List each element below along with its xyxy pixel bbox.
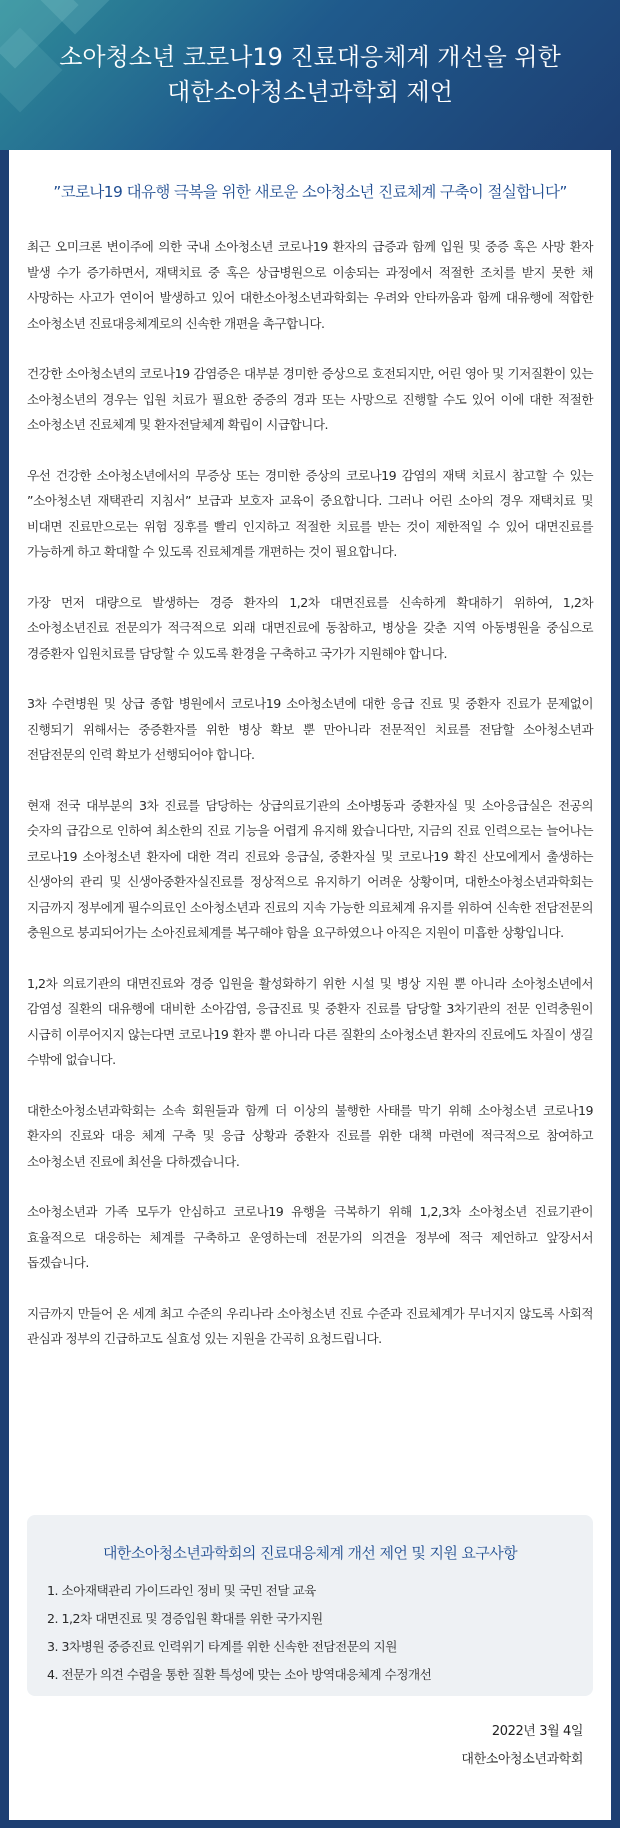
list-item: 1. 소아재택관리 가이드라인 정비 및 국민 전달 교육: [47, 1583, 316, 1598]
paragraph: 지금까지 만들어 온 세계 최고 수준의 우리나라 소아청소년 진료 수준과 진료체계가 무너지지 않도록 사회적 관심과 정부의 긴급하고도 실효성 있는 지원을 간곡히 요청드립니다.: [27, 1305, 593, 1346]
requests-list: [47, 1577, 593, 1689]
requests-title: 대한소아청소년과학회의 진료대응체계 개선 제언 및 지원 요구사항: [103, 1544, 517, 1562]
subtitle: ”코로나19 대유행 극복을 위한 새로운 소아청소년 진료체계 구축이 절실합니다”: [53, 183, 567, 201]
title-line-1: 소아청소년 코로나19 진료대응체계 개선을 위한: [59, 43, 561, 71]
title-line-2: 대한소아청소년과학회 제언: [167, 78, 453, 106]
paragraph: 최근 오미크론 변이주에 의한 국내 소아청소년 코로나19 환자의 급증과 함께 입원 및 중증 혹은 사망 환자 발생 수가 증가하면서, 재택치료 중 혹은 상급병원으로 이송되는 과정에서 적절한 조치를 받지 못한 채 사망하는 사고가 연이어 발생하고 있어 대한소아청소년과학회는 우려와 안타까움과 함께 대유행에 적합한 소아청소년 진료대응체계로의 신속한 개편을 촉구합니다.: [27, 239, 593, 331]
list-item: 2. 1,2차 대면진료 및 경증입원 확대를 위한 국가지원: [47, 1611, 323, 1626]
page-title: [0, 40, 620, 110]
signature-date: 2022년 3월 4일: [491, 1724, 583, 1739]
content-panel: [9, 150, 611, 1820]
signature-org: 대한소아청소년과학회: [461, 1752, 583, 1767]
paragraph: 우선 건강한 소아청소년에서의 무증상 또는 경미한 증상의 코로나19 감염의 재택 치료시 참고할 수 있는 ”소아청소년 재택관리 지침서” 보급과 보호자 교육이 중요합니다. 그러나 어린 소아의 경우 재택치료 및 비대면 진료만으로는 위험 징후를 빨리 인지하고 적절한 치료를 받는 것이 제한적일 수 있어 대면진료를 가능하게 하고 확대할 수 있도록 진료체계를 개편하는 것이 필요합니다.: [27, 467, 593, 559]
header-banner: [0, 0, 620, 150]
paragraph: 현재 전국 대부분의 3차 진료를 담당하는 상급의료기관의 소아병동과 중환자실 및 소아응급실은 전공의 숫자의 급감으로 인하여 최소한의 진료 기능을 어렵게 유지해 왔습니다만, 지금의 진료 인력으로는 늘어나는 코로나19 소아청소년 환자에 대한 격리 진료와 응급실, 중환자실 및 코로나19 확진 산모에게서 출생하는 신생아의 관리 및 신생아중환자실진료를 정상적으로 유지하기 어려운 상황이며, 대한소아청소년과학회는 지금까지 정부에게 필수의료인 소아청소년과 진료의 지속 가능한 의료체계 유지를 위하여 신속한 전담전문의 충원으로 붕괴되어가는 소아진료체계를 복구해야 함을 요구하였으나 아직은 지원이 미흡한 상황입니다.: [27, 797, 593, 940]
paragraph: 소아청소년과 가족 모두가 안심하고 코로나19 유행을 극복하기 위해 1,2,3차 소아청소년 진료기관이 효율적으로 대응하는 체계를 구축하고 운영하는데 전문가의 의견을 정부에 적극 제언하고 앞장서서 돕겠습니다.: [27, 1204, 593, 1270]
list-item: 4. 전문가 의견 수렴을 통한 질환 특성에 맞는 소아 방역대응체계 수정개선: [47, 1667, 432, 1682]
paragraph: 1,2차 의료기관의 대면진료와 경증 입원을 활성화하기 위한 시설 및 병상 지원 뿐 아니라 소아청소년에서 감염성 질환의 대유행에 대비한 소아감염, 응급진료 및 중환자 진료를 담당할 3차기관의 전문 인력충원이 시급히 이루어지지 않는다면 코로나19 환자 뿐 아니라 다른 질환의 소아청소년 환자의 진료에도 차질이 생길 수밖에 없습니다.: [27, 975, 593, 1067]
paragraph: 3차 수련병원 및 상급 종합 병원에서 코로나19 소아청소년에 대한 응급 진료 및 중환자 진료가 문제없이 진행되기 위해서는 중증환자를 위한 병상 확보 뿐 만아니라 전문적인 치료를 전담할 소아청소년과 전담전문의 인력 확보가 선행되어야 합니다.: [27, 696, 593, 762]
paragraph: 건강한 소아청소년의 코로나19 감염증은 대부분 경미한 증상으로 호전되지만, 어린 영아 및 기저질환이 있는 소아청소년의 경우는 입원 치료가 필요한 중증의 경과 또는 사망으로 진행할 수도 있어 이에 대한 적절한 소아청소년 진료체계 및 환자전달체계 확립이 시급합니다.: [27, 366, 593, 432]
paragraph: 가장 먼저 대량으로 발생하는 경증 환자의 1,2차 대면진료를 신속하게 확대하기 위하여, 1,2차 소아청소년진료 전문의가 적극적으로 외래 대면진료에 동참하고, 병상을 갖춘 지역 아동병원을 중심으로 경증환자 입원치료를 담당할 수 있도록 환경을 구축하고 국가가 지원해야 합니다.: [27, 594, 593, 661]
paragraph: 대한소아청소년과학회는 소속 회원들과 함께 더 이상의 불행한 사태를 막기 위해 소아청소년 코로나19 환자의 진료와 대응 체계 구축 및 응급 상황과 중환자 진료를 위한 대책 마련에 적극적으로 참여하고 소아청소년 진료에 최선을 다하겠습니다.: [27, 1102, 593, 1169]
list-item: 3. 3차병원 중증진료 인력위기 타계를 위한 신속한 전담전문의 지원: [47, 1639, 397, 1654]
signature-block: [461, 1718, 583, 1774]
requests-box: [27, 1515, 593, 1696]
statement-body: [27, 234, 593, 1377]
